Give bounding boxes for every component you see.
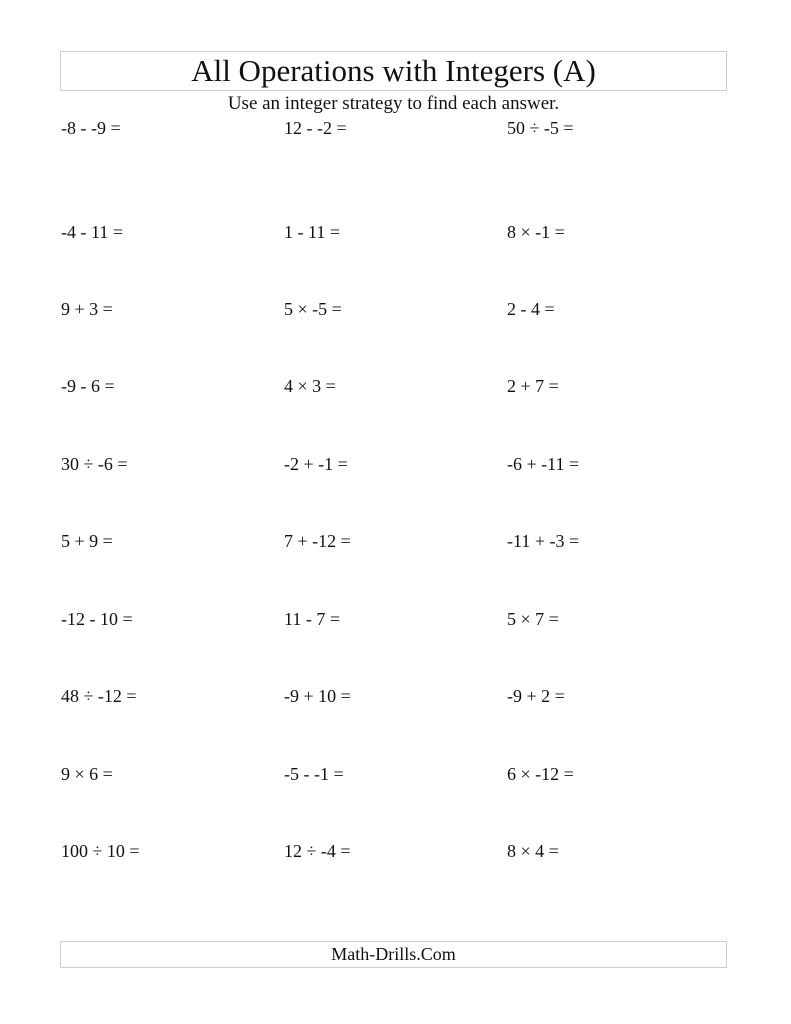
problem-item: -9 + 2 = <box>507 686 565 706</box>
problem-item: 30 ÷ -6 = <box>61 454 128 474</box>
problem-item: 9 × 6 = <box>61 764 113 784</box>
problem-item: -9 - 6 = <box>61 376 115 396</box>
worksheet-instructions: Use an integer strategy to find each answer. <box>227 93 560 114</box>
problem-item: -5 - -1 = <box>284 764 344 784</box>
problem-item: 48 ÷ -12 = <box>61 686 137 706</box>
problem-item: 100 ÷ 10 = <box>61 841 140 861</box>
problem-item: 4 × 3 = <box>284 376 336 396</box>
problem-item: 9 + 3 = <box>61 299 113 319</box>
problem-item: 11 - 7 = <box>284 609 340 629</box>
problem-item: -8 - -9 = <box>61 118 121 138</box>
worksheet-title: All Operations with Integers (A) <box>191 53 596 88</box>
problem-item: 12 - -2 = <box>284 118 347 138</box>
problem-item: 5 × -5 = <box>284 299 342 319</box>
problem-item: 8 × -1 = <box>507 222 565 242</box>
problem-item: -4 - 11 = <box>61 222 123 242</box>
footer-site-name: Math-Drills.Com <box>331 944 456 964</box>
problem-item: 50 ÷ -5 = <box>507 118 574 138</box>
problem-item: 1 - 11 = <box>284 222 340 242</box>
problem-item: 8 × 4 = <box>507 841 559 861</box>
problem-item: 7 + -12 = <box>284 531 351 551</box>
footer-box <box>60 941 727 968</box>
problem-item: 5 + 9 = <box>61 531 113 551</box>
problem-item: 5 × 7 = <box>507 609 559 629</box>
problem-item: 2 - 4 = <box>507 299 555 319</box>
problem-item: -2 + -1 = <box>284 454 348 474</box>
problem-item: -6 + -11 = <box>507 454 580 474</box>
problem-item: -9 + 10 = <box>284 686 351 706</box>
problem-item: -11 + -3 = <box>507 531 580 551</box>
problem-item: 6 × -12 = <box>507 764 574 784</box>
problem-item: 2 + 7 = <box>507 376 559 396</box>
problem-item: 12 ÷ -4 = <box>284 841 351 861</box>
problem-item: -12 - 10 = <box>61 609 133 629</box>
